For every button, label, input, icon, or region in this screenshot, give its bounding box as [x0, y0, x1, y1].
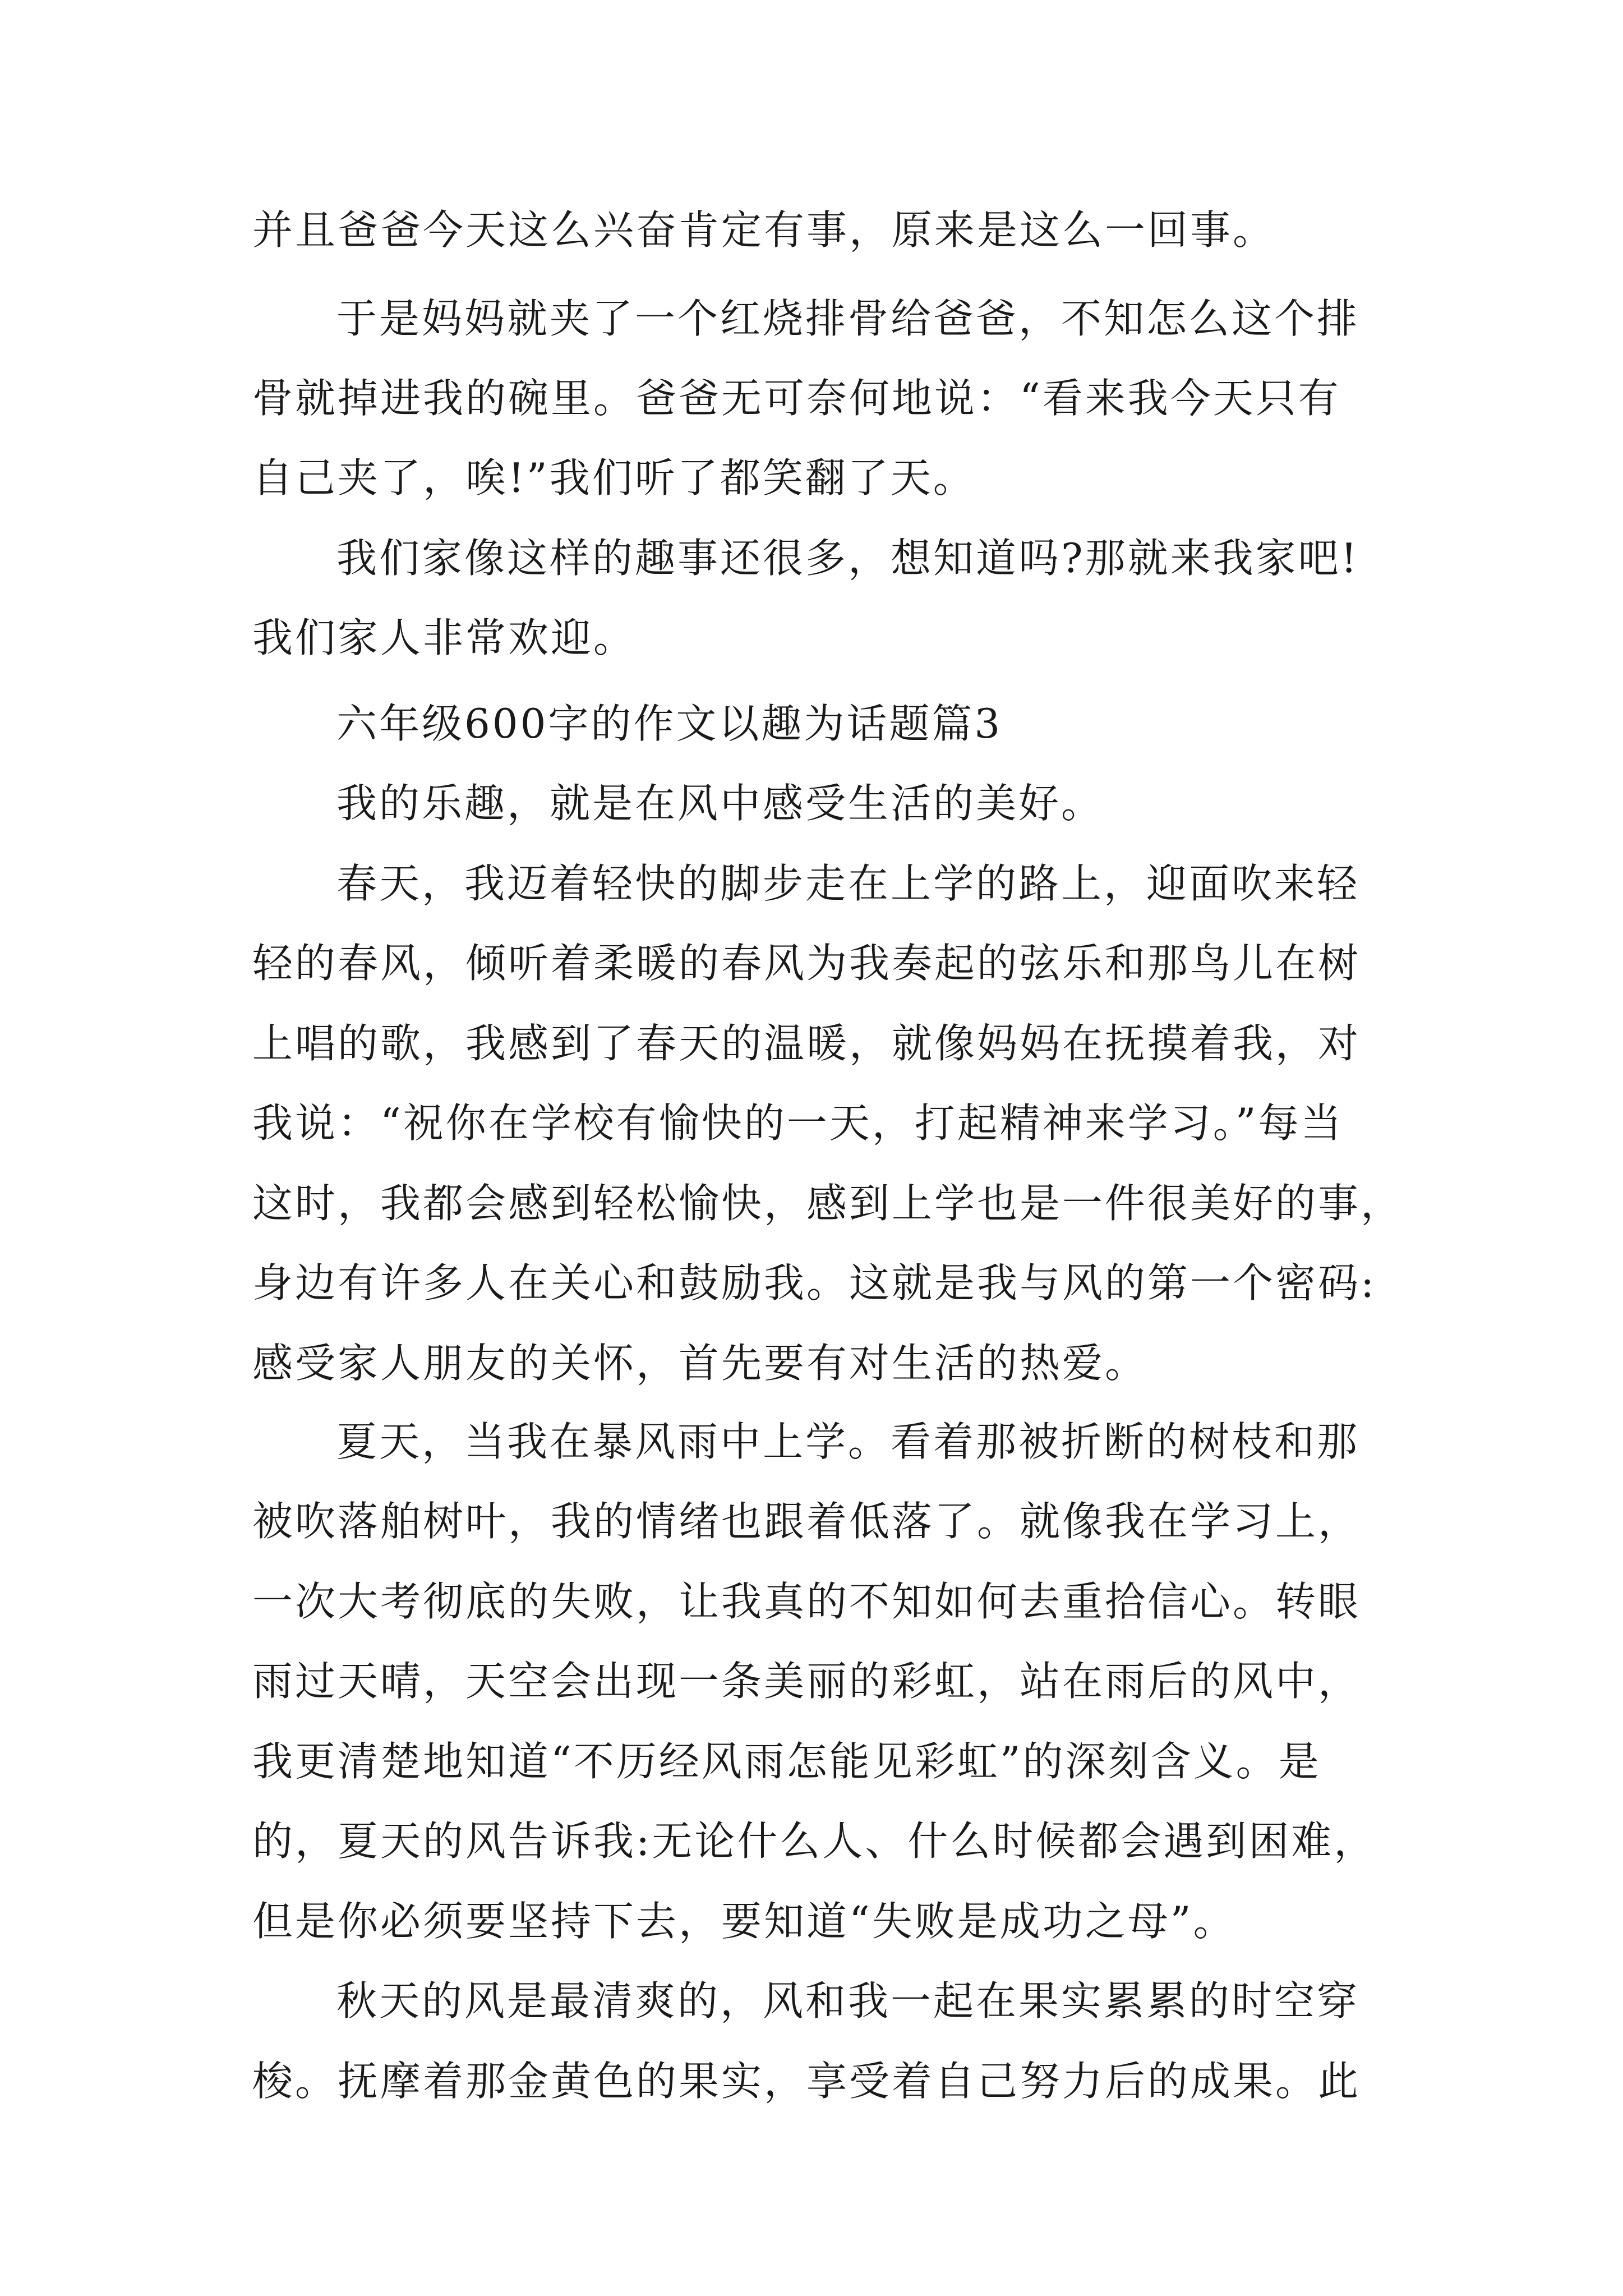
text-line: 我说：“祝你在学校有愉快的一天，打起精神来学习。”每当: [252, 1099, 1344, 1147]
text-line: 但是你必须要坚持下去，要知道“失败是成功之母”。: [252, 1898, 1236, 1945]
text-line: 雨过天晴，天空会出现一条美丽的彩虹，站在雨后的风中，: [252, 1658, 1361, 1705]
text-line: 我更清楚地知道“不历经风雨怎能见彩虹”的深刻含义。是: [252, 1738, 1321, 1785]
text-line: 并且爸爸今天这么兴奋肯定有事，原来是这么一回事。: [252, 206, 1276, 254]
text-line: 自己夹了，唉!”我们听了都笑翻了天。: [252, 454, 976, 501]
text-line: 秋天的风是最清爽的，风和我一起在果实累累的时空穿: [336, 1977, 1360, 2024]
text-line: 感受家人朋友的关怀，首先要有对生活的热爱。: [252, 1340, 1148, 1387]
text-line: 一次大考彻底的失败，让我真的不知如何去重拾信心。转眼: [252, 1578, 1361, 1625]
text-line: 梭。抚摩着那金黄色的果实，享受着自己努力后的成果。此: [252, 2058, 1361, 2105]
text-line: 的，夏天的风告诉我:无论什么人、什么时候都会遇到困难，: [252, 1818, 1377, 1865]
text-line: 我们家像这样的趣事还很多，想知道吗?那就来我家吧!: [336, 535, 1359, 582]
section-heading: 六年级600字的作文以趣为话题篇3: [336, 700, 1003, 747]
text-line: 我的乐趣，就是在风中感受生活的美好。: [336, 780, 1104, 827]
text-line: 骨就掉进我的碗里。爸爸无可奈何地说：“看来我今天只有: [252, 375, 1341, 422]
text-line: 春天，我迈着轻快的脚步走在上学的路上，迎面吹来轻: [336, 860, 1360, 907]
text-line: 身边有许多人在关心和鼓励我。这就是我与风的第一个密码:: [252, 1259, 1377, 1306]
text-line: 轻的春风，倾听着柔暖的春风为我奏起的弦乐和那鸟儿在树: [252, 940, 1361, 987]
text-line: 于是妈妈就夹了一个红烧排骨给爸爸，不知怎么这个排: [336, 295, 1360, 342]
text-line: 我们家人非常欢迎。: [252, 614, 637, 661]
text-line: 上唱的歌，我感到了春天的温暖，就像妈妈在抚摸着我，对: [252, 1020, 1361, 1067]
text-line: 这时，我都会感到轻松愉快，感到上学也是一件很美好的事，: [252, 1180, 1404, 1227]
text-line: 夏天，当我在暴风雨中上学。看着那被折断的树枝和那: [336, 1418, 1360, 1465]
text-line: 被吹落舶树叶，我的情绪也跟着低落了。就像我在学习上，: [252, 1498, 1361, 1545]
